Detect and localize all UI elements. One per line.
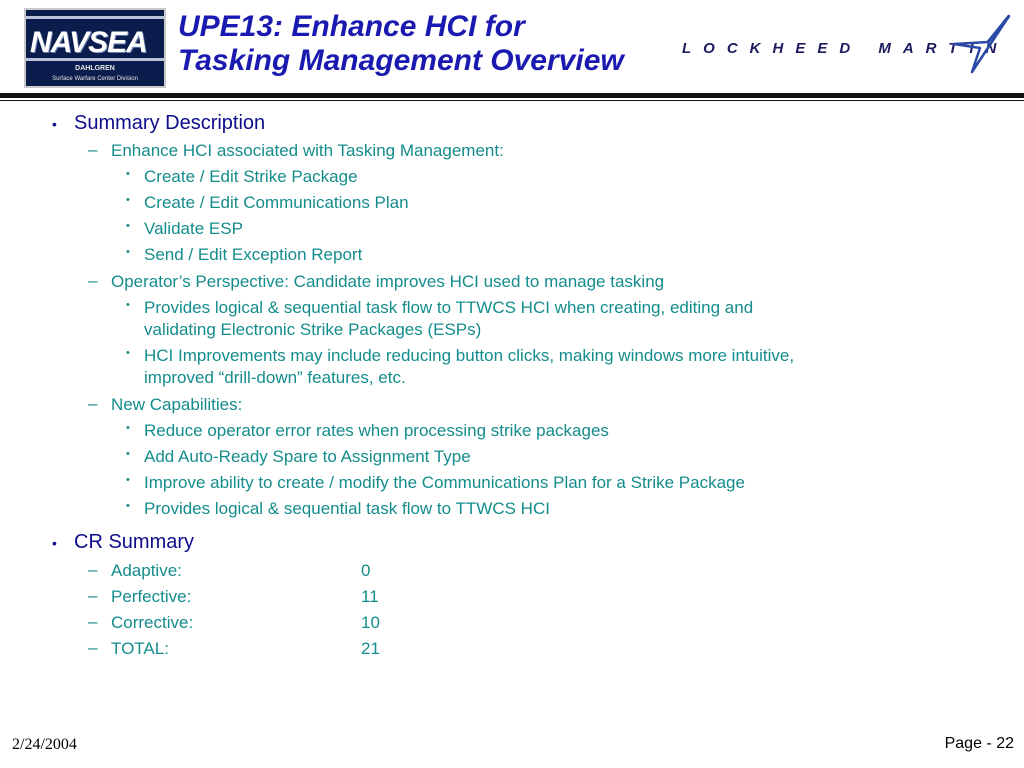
list-item: Reduce operator error rates when processing strike packages (144, 421, 609, 440)
summary-heading: Summary Description (74, 112, 266, 134)
list-item-continuation: validating Electronic Strike Packages (ESPs) (144, 320, 482, 339)
cr-label-perfective: Perfective: (111, 587, 192, 606)
page-number: Page - 22 (944, 735, 1014, 752)
header-divider (0, 93, 1024, 98)
page-title (178, 10, 718, 78)
list-item: HCI Improvements may include reducing button clicks, making windows more intuitive, (144, 346, 795, 365)
footer-date: 2/24/2004 (12, 736, 77, 753)
cr-value-perfective: 11 (361, 587, 379, 606)
cr-value-total: 21 (361, 639, 380, 658)
logo-subtitle-division: Surface Warfare Center Division (52, 76, 138, 82)
list-item: Add Auto-Ready Spare to Assignment Type (144, 447, 471, 466)
cr-label-adaptive: Adaptive: (111, 561, 182, 580)
cr-summary-heading: CR Summary (74, 531, 195, 553)
list-item: Validate ESP (144, 219, 243, 238)
list-item: Create / Edit Communications Plan (144, 193, 409, 212)
list-item: Improve ability to create / modify the Communications Plan for a Strike Package (144, 473, 745, 492)
logo-text: NAVSEA (30, 26, 147, 59)
list-item: Send / Edit Exception Report (144, 245, 363, 264)
section-label: Enhance HCI associated with Tasking Management: (111, 141, 504, 160)
section-label: New Capabilities: (111, 395, 243, 414)
cr-label-total: TOTAL: (111, 639, 169, 658)
cr-label-corrective: Corrective: (111, 613, 194, 632)
list-item-continuation: improved “drill-down” features, etc. (144, 368, 406, 387)
list-item: Create / Edit Strike Package (144, 167, 358, 186)
cr-value-corrective: 10 (361, 613, 380, 632)
list-item: Provides logical & sequential task flow to TTWCS HCI (144, 499, 550, 518)
cr-value-adaptive: 0 (361, 561, 371, 580)
logo-subtitle: DAHLGREN (75, 65, 115, 72)
lockheed-martin-wordmark: LOCKHEED MARTIN (682, 40, 1009, 57)
list-item: Provides logical & sequential task flow to TTWCS HCI when creating, editing and (144, 298, 754, 317)
header-divider-thin (0, 100, 1024, 101)
navsea-logo (24, 8, 166, 88)
title-line-2: Tasking Management Overview (178, 44, 624, 77)
section-label: Operator’s Perspective: Candidate improves HCI used to manage tasking (111, 272, 665, 291)
lockheed-martin-star-icon (952, 14, 1012, 78)
title-line-1: UPE13: Enhance HCI for (178, 10, 525, 43)
